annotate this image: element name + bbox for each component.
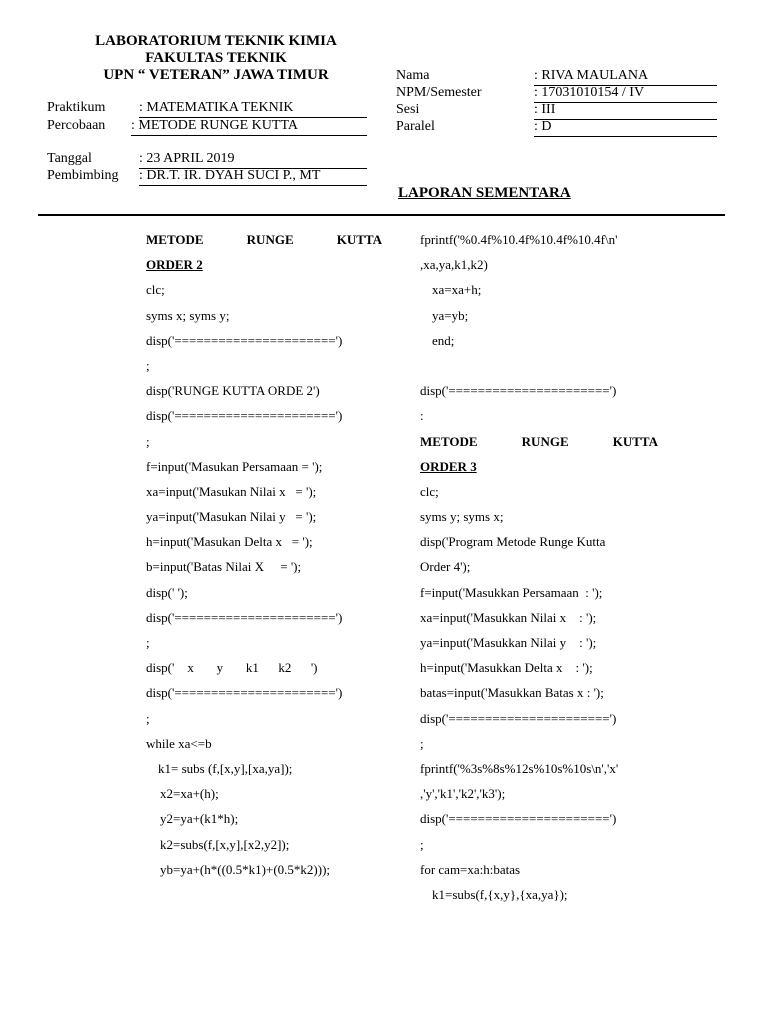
code-line: disp('======================') <box>420 710 617 726</box>
pembimbing-value: : DR.T. IR. DYAH SUCI P., MT <box>139 168 367 186</box>
code-line: xa=xa+h; <box>432 282 482 298</box>
tanggal-label: Tanggal <box>47 151 92 166</box>
code-line: clc; <box>420 483 439 499</box>
nama-value: : RIVA MAULANA <box>534 68 717 86</box>
code-line: ya=input('Masukkan Nilai y : '); <box>420 635 597 650</box>
heading-word: RUNGE <box>246 232 294 247</box>
paralel-value: : D <box>534 119 717 137</box>
heading-word: KUTTA <box>612 433 658 449</box>
heading-word: KUTTA <box>336 232 382 247</box>
heading-word: RUNGE <box>521 433 569 449</box>
code-line: disp(' '); <box>146 584 188 600</box>
code-line: clc; <box>146 282 165 298</box>
sesi-value: : III <box>534 102 717 120</box>
section-heading-order-3 <box>420 432 658 457</box>
header-divider <box>38 214 725 216</box>
code-line: k1= subs (f,[x,y],[xa,ya]); <box>158 760 293 776</box>
code-line: syms y; syms x; <box>420 509 504 525</box>
code-line: k2=subs(f,[x,y],[x2,y2]); <box>160 836 290 852</box>
sesi-label: Sesi <box>396 102 420 117</box>
code-line: k1=subs(f,{x,y},{xa,ya}); <box>432 886 568 902</box>
code-line: xa=input('Masukkan Nilai x : '); <box>420 609 597 625</box>
section-heading-order-2 <box>146 230 382 255</box>
code-line: disp('======================') <box>146 408 343 424</box>
code-line: disp('======================') <box>420 811 617 827</box>
npm-label: NPM/Semester <box>396 85 482 100</box>
praktikum-label: Praktikum <box>47 100 106 115</box>
pembimbing-label: Pembimbing <box>47 168 119 183</box>
code-column-left <box>146 230 382 885</box>
tanggal-value: : 23 APRIL 2019 <box>139 151 367 169</box>
nama-label: Nama <box>396 68 430 83</box>
code-line: syms x; syms y; <box>146 307 230 323</box>
code-line: h=input('Masukan Delta x = '); <box>146 534 313 550</box>
code-line: f=input('Masukan Persamaan = '); <box>146 458 323 474</box>
code-line: end; <box>432 332 455 348</box>
lab-name: LABORATORIUM TEKNIK KIMIA <box>95 33 337 49</box>
code-line: fprintf('%0.4f%10.4f%10.4f%10.4f\n' <box>420 232 618 247</box>
code-line: xa=input('Masukan Nilai x = '); <box>146 483 317 499</box>
code-line: x2=xa+(h); <box>160 786 219 802</box>
code-line: disp(' x y k1 k2 ') <box>146 660 318 676</box>
code-line: Order 4'); <box>420 559 471 575</box>
code-line: disp('======================') <box>146 685 343 701</box>
code-line: while xa<=b <box>146 735 212 751</box>
section-heading-order-label: ORDER 2 <box>146 257 203 273</box>
code-line: ; <box>420 735 424 751</box>
code-line: fprintf('%3s%8s%12s%10s%10s\n','x' <box>420 760 619 776</box>
percobaan-label: Percobaan <box>47 118 106 133</box>
code-line: f=input('Masukkan Persamaan : '); <box>420 584 603 600</box>
code-line: disp('======================') <box>146 609 343 625</box>
code-line: h=input('Masukkan Delta x : '); <box>420 660 593 676</box>
npm-value: : 17031010154 / IV <box>534 85 717 103</box>
code-line: ,xa,ya,k1,k2) <box>420 257 488 273</box>
report-title: LAPORAN SEMENTARA <box>398 185 571 201</box>
code-line: : <box>420 408 424 424</box>
code-column-right <box>420 230 658 910</box>
code-line: ,'y','k1','k2','k3'); <box>420 786 506 802</box>
code-line: disp('======================') <box>420 383 617 399</box>
code-line: ; <box>146 357 150 373</box>
percobaan-value: : METODE RUNGE KUTTA <box>131 118 367 136</box>
section-heading-order-label: ORDER 3 <box>420 458 477 474</box>
code-line: disp('Program Metode Runge Kutta <box>420 534 606 550</box>
paralel-label: Paralel <box>396 119 435 134</box>
heading-word: METODE <box>420 433 478 449</box>
code-line: ; <box>146 433 150 449</box>
blank-line <box>420 356 658 381</box>
code-line: batas=input('Masukkan Batas x : '); <box>420 685 604 701</box>
code-line: y2=ya+(k1*h); <box>160 811 239 827</box>
university-name: UPN “ VETERAN” JAWA TIMUR <box>103 67 329 83</box>
code-line: b=input('Batas Nilai X = '); <box>146 559 302 575</box>
code-line: disp('RUNGE KUTTA ORDE 2') <box>146 383 320 399</box>
code-line: ; <box>420 836 424 852</box>
heading-word: METODE <box>146 232 204 247</box>
code-line: ; <box>146 710 150 726</box>
code-line: for cam=xa:h:batas <box>420 861 521 877</box>
code-line: ya=yb; <box>432 307 469 323</box>
faculty-name: FAKULTAS TEKNIK <box>145 50 287 66</box>
praktikum-value: : MATEMATIKA TEKNIK <box>139 100 367 118</box>
code-line: ya=input('Masukan Nilai y = '); <box>146 509 317 525</box>
code-line: ; <box>146 635 150 650</box>
code-line: disp('======================') <box>146 332 343 348</box>
code-line: yb=ya+(h*((0.5*k1)+(0.5*k2))); <box>160 861 331 877</box>
